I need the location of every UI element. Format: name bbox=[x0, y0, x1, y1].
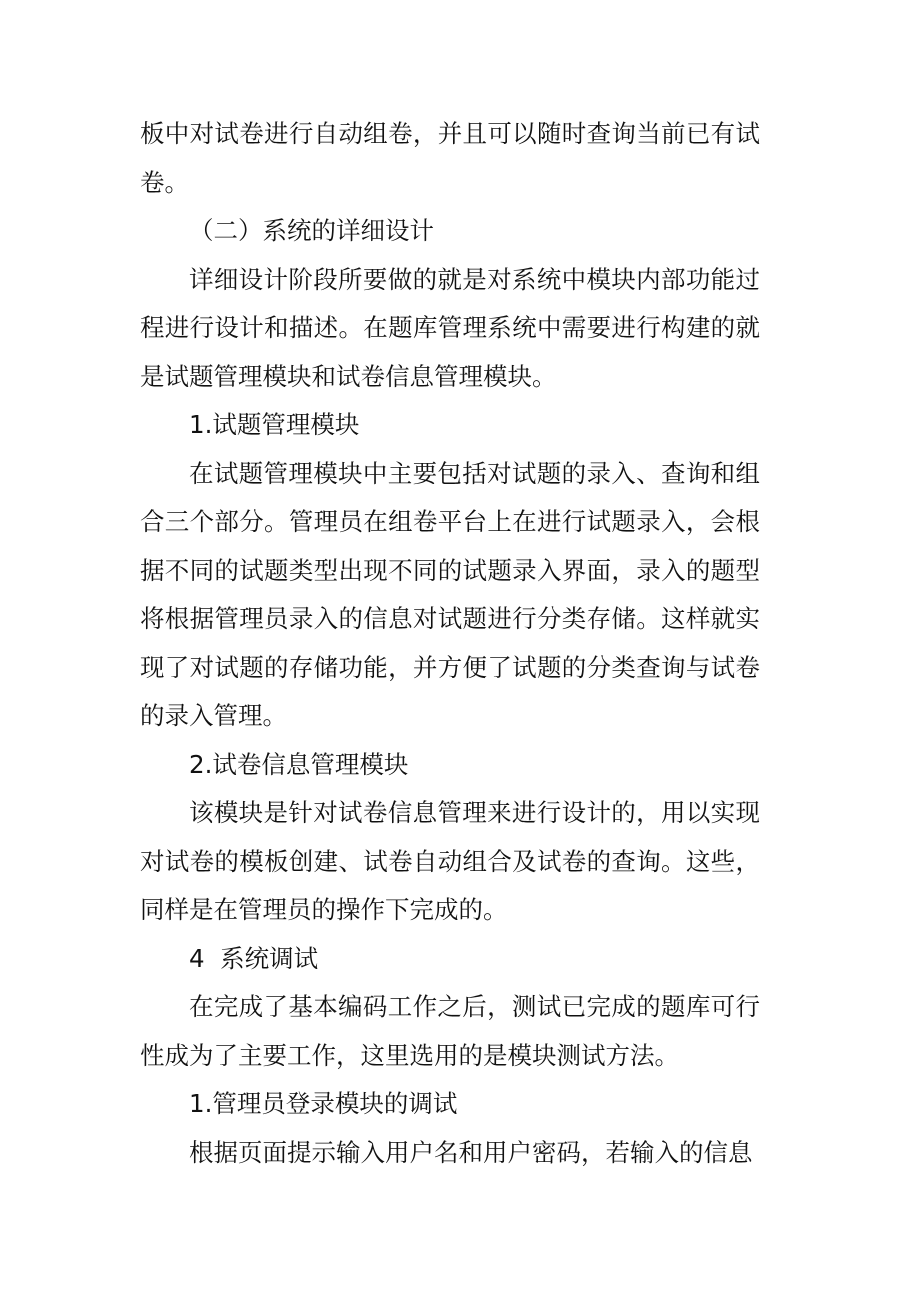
paragraph-detailed-design: 详细设计阶段所要做的就是对系统中模块内部功能过程进行设计和描述。在题库管理系统中需要进行构建的就是试题管理模块和试卷信息管理模块。 bbox=[140, 264, 760, 391]
paragraph-admin-login-debugging: 根据页面提示输入用户名和用户密码，若输入的信息 bbox=[189, 1137, 753, 1167]
section-heading-detailed-design: （二）系统的详细设计 bbox=[189, 216, 434, 245]
paragraph-question-management: 在试题管理模块中主要包括对试题的录入、查询和组合三个部分。管理员在组卷平台上在进行试题录入，会根据不同的试题类型出现不同的试题录入界面，录入的题型将根据管理员录入的信息对试题进行分类存储。这样就实现了对试题的存储功能，并方便了试题的分类查询与试卷的录入管理。 bbox=[140, 458, 760, 730]
document-body bbox=[140, 110, 760, 1177]
subheading-admin-login-debugging: 1.管理员登录模块的调试 bbox=[189, 1089, 458, 1118]
paragraph-system-debugging: 在完成了基本编码工作之后，测试已完成的题库可行性成为了主要工作，这里选用的是模块测试方法。 bbox=[140, 992, 760, 1070]
paragraph-continuation: 板中对试卷进行自动组卷，并且可以随时查询当前已有试卷。 bbox=[140, 119, 760, 197]
section-heading-system-debugging: 4 系统调试 bbox=[189, 943, 319, 973]
paragraph-paper-info-management: 该模块是针对试卷信息管理来进行设计的，用以实现对试卷的模板创建、试卷自动组合及试卷的查询。这些，同样是在管理员的操作下完成的。 bbox=[140, 798, 760, 924]
subheading-question-management: 1.试题管理模块 bbox=[189, 410, 360, 439]
subheading-paper-info-management: 2.试卷信息管理模块 bbox=[189, 749, 409, 779]
